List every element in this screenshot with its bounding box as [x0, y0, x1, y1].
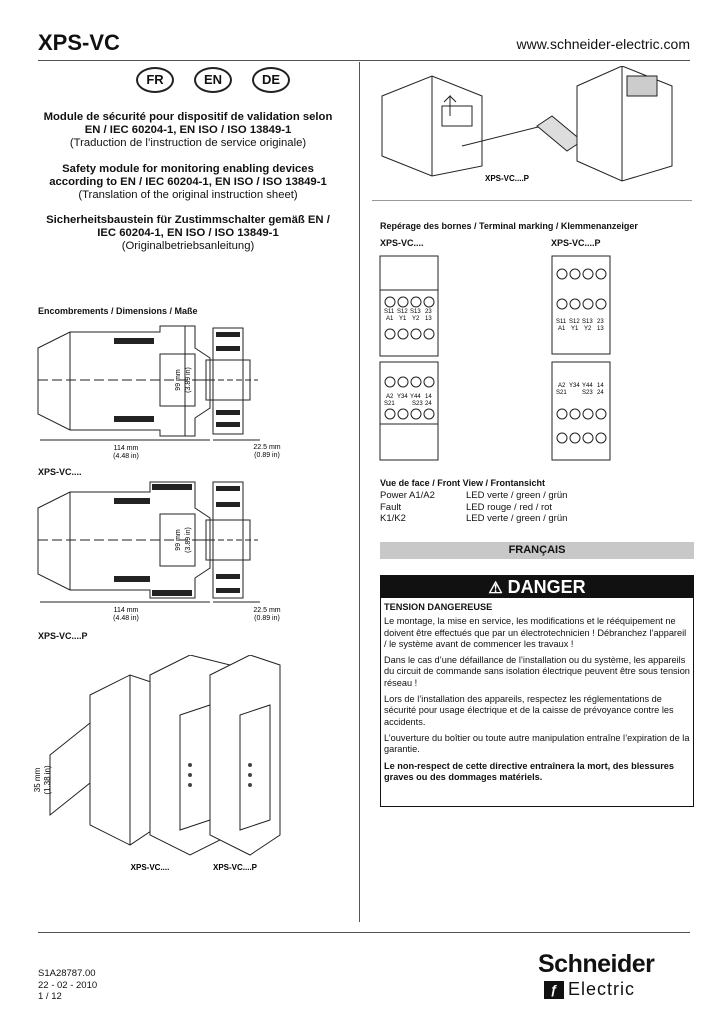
- height-mm-b: 99 mm: [175, 529, 182, 551]
- product-label-a: XPS-VC....: [130, 863, 170, 872]
- term-b-top-1: S11: [556, 319, 567, 325]
- term-a2-top-2: Y34: [397, 394, 408, 400]
- lang-de-badge: DE: [252, 67, 290, 93]
- title-fr-sub: (Traduction de l’instruction de service originale): [69, 137, 307, 149]
- depth-mm-b: 22.5 mm: [253, 607, 281, 614]
- danger-title: DANGER: [507, 577, 586, 597]
- term-b2-top-2: Y34: [569, 383, 580, 389]
- front-view-key: K1/K2: [380, 513, 406, 524]
- language-badges: [118, 67, 308, 93]
- lang-en-badge: EN: [194, 67, 232, 93]
- label-xps-vc-a: XPS-VC....: [38, 467, 82, 477]
- danger-paragraph: Le montage, la mise en service, les modifications et le rééquipement ne doivent être effectués que par un électrotechnicien ! Débranchez l’appareil / le système avant de commencer les travaux !: [384, 616, 687, 649]
- title-fr-main: Module de sécurité pour dispositif de validation selon EN / IEC 60204-1, EN ISO / ISO 13849-1: [43, 111, 333, 136]
- title-en: [38, 163, 338, 202]
- width-mm-b: 114 mm: [113, 607, 139, 614]
- height-mm-a: 99 mm: [175, 369, 182, 391]
- term-a2-bot-3: S23: [412, 401, 423, 407]
- terminals-heading: Repérage des bornes / Terminal marking / Klemmenanzeiger: [380, 221, 638, 231]
- front-view-key: Fault: [380, 501, 402, 513]
- term-a-bot-4: 13: [425, 316, 432, 322]
- title-en-main: Safety module for monitoring enabling devices according to EN / IEC 60204-1, EN ISO / ISO 13849-1: [49, 163, 327, 188]
- term-a2-bot-4: 24: [425, 401, 432, 407]
- depth-in-b: (0.89 in): [254, 615, 280, 622]
- term-a2-bot-1: S21: [384, 401, 395, 407]
- right-top-caption: XPS-VC....P: [484, 174, 530, 183]
- footer-rule: [38, 932, 690, 933]
- term-a2-top-4: 14: [425, 394, 432, 400]
- warning-triangle-icon: ⚠: [488, 580, 503, 597]
- lang-fr-badge: FR: [136, 67, 174, 93]
- danger-paragraph: L’ouverture du boîtier ou toute autre manipulation entraîne l’expiration de la garantie.: [384, 732, 690, 755]
- front-view-row: [380, 513, 567, 525]
- right-rule: [372, 200, 692, 201]
- term-a-top-1: S11: [384, 309, 395, 315]
- danger-subtitle: TENSION DANGEREUSE: [384, 602, 493, 612]
- page-number: 1 / 12: [38, 991, 62, 1002]
- logo-brand-top: Schneider: [538, 950, 655, 978]
- danger-warning-bold: Le non-respect de cette directive entraînera la mort, des blessures graves ou des dommages matériels.: [384, 760, 675, 782]
- dimension-drawing-b: [30, 478, 350, 628]
- terminal-diagram: [378, 254, 698, 464]
- width-in-a: (4.48 in): [113, 453, 139, 460]
- term-a-bot-2: Y1: [399, 316, 407, 322]
- term-b-bot-3: Y2: [584, 326, 592, 332]
- danger-header: [381, 576, 693, 598]
- term-b-bot-4: 13: [597, 326, 604, 332]
- terminal-removal-illustration: [372, 66, 692, 186]
- title-de: [38, 214, 338, 253]
- title-en-sub: (Translation of the original instruction sheet): [78, 189, 298, 201]
- terminals-label-a: XPS-VC....: [380, 238, 424, 248]
- terminals-label-b: XPS-VC....P: [551, 238, 601, 248]
- front-view-row: [380, 502, 567, 514]
- front-view-value: LED verte / green / grün: [466, 513, 568, 524]
- doc-date: 22 - 02 - 2010: [38, 979, 98, 991]
- term-b2-bot-3: S23: [582, 390, 593, 396]
- danger-paragraph: Lors de l’installation des appareils, respectez les réglementations de sécurité pour usage électrique et de la caisse de prévoyance contre les accidents.: [384, 694, 674, 727]
- dimension-drawing-a: [30, 318, 350, 468]
- term-a-top-4: 23: [425, 309, 432, 315]
- term-b2-top-4: 14: [597, 383, 604, 389]
- front-view-key: Power A1/A2: [380, 490, 435, 501]
- danger-paragraph: Dans le cas d’une défaillance de l’installation ou du système, les appareils du circuit de commande sans isolation électrique peuvent être sous tension réseau !: [384, 655, 690, 688]
- term-b-top-3: S13: [582, 319, 593, 325]
- front-view-table: [380, 490, 567, 525]
- logo-mark-icon: ƒ: [544, 981, 564, 999]
- front-view-value: LED rouge / red / rot: [466, 501, 553, 513]
- section-francais: FRANÇAIS: [380, 542, 694, 559]
- width-mm-a: 114 mm: [113, 445, 139, 452]
- term-b-bot-1: A1: [558, 326, 566, 332]
- header-rule: [38, 60, 690, 61]
- page-title: XPS-VC: [38, 30, 120, 55]
- term-b2-top-1: A2: [558, 383, 566, 389]
- doc-id: S1A28787.00: [38, 968, 96, 979]
- schneider-logo: [538, 950, 688, 1000]
- term-b-bot-2: Y1: [571, 326, 579, 332]
- danger-box: [380, 575, 694, 807]
- term-b-top-4: 23: [597, 319, 604, 325]
- title-fr: [38, 111, 338, 150]
- term-a-bot-3: Y2: [412, 316, 420, 322]
- front-view-value: LED verte / green / grün: [466, 490, 568, 501]
- label-xps-vc-p-a: XPS-VC....P: [38, 631, 88, 641]
- rail-mm: 35 mm: [33, 767, 42, 793]
- term-a2-top-3: Y44: [410, 394, 421, 400]
- term-b2-bot-1: S21: [556, 390, 567, 396]
- title-de-main: Sicherheitsbaustein für Zustimmschalter gemäß EN / IEC 60204-1, EN ISO / ISO 13849-1: [46, 214, 330, 239]
- term-b2-top-3: Y44: [582, 383, 593, 389]
- term-a-top-3: S13: [410, 309, 421, 315]
- logo-brand-bottom: Electric: [568, 979, 636, 999]
- product-label-b: XPS-VC....P: [212, 863, 258, 872]
- danger-body: [381, 598, 693, 792]
- height-in-b: (3.89 in): [185, 527, 192, 553]
- footer-ids: [38, 968, 97, 1003]
- depth-in-a: (0.89 in): [254, 452, 280, 459]
- height-in-a: (3.89 in): [185, 367, 192, 393]
- dimensions-heading: Encombrements / Dimensions / Maße: [38, 306, 198, 316]
- column-divider: [359, 62, 360, 922]
- term-b2-bot-4: 24: [597, 390, 604, 396]
- rail-in: (1.38 in): [43, 765, 52, 795]
- product-illustration: [30, 655, 350, 875]
- website-url[interactable]: www.schneider-electric.com: [516, 36, 690, 52]
- term-b-top-2: S12: [569, 319, 580, 325]
- width-in-b: (4.48 in): [113, 615, 139, 622]
- title-de-sub: (Originalbetriebsanleitung): [121, 240, 255, 252]
- front-view-row: [380, 490, 567, 502]
- term-a-bot-1: A1: [386, 316, 394, 322]
- term-a2-top-1: A2: [386, 394, 394, 400]
- term-a-top-2: S12: [397, 309, 408, 315]
- depth-mm-a: 22.5 mm: [253, 444, 281, 451]
- front-view-heading: Vue de face / Front View / Frontansicht: [380, 478, 546, 488]
